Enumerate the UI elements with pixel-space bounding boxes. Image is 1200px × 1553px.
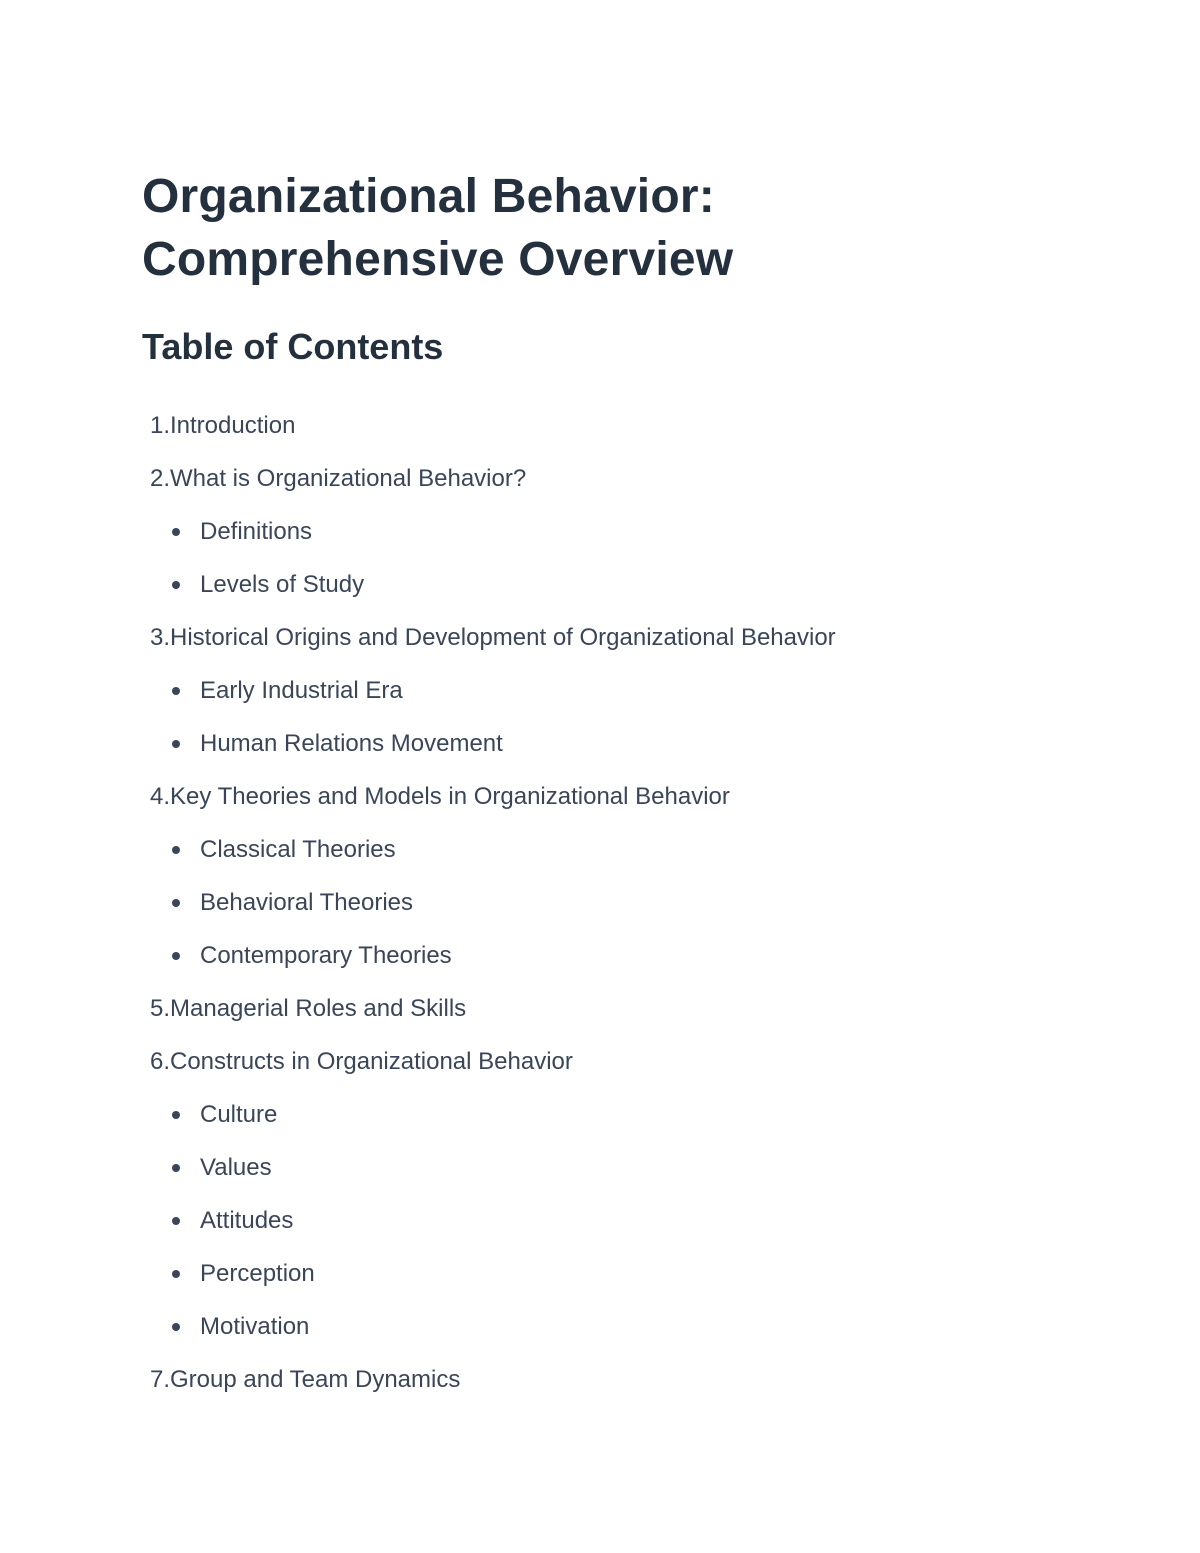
toc-subsection-label: Human Relations Movement [200, 729, 503, 757]
toc-section-item [142, 1035, 1102, 1088]
toc-section-number: 3. [149, 623, 170, 651]
toc-subsection-label: Classical Theories [200, 835, 396, 863]
bullet-icon [172, 1164, 180, 1172]
toc-subsection-label: Perception [200, 1259, 315, 1287]
bullet-icon [172, 846, 180, 854]
toc-section-label: Constructs in Organizational Behavior [170, 1047, 573, 1075]
toc-heading: Table of Contents [142, 326, 444, 367]
bullet-icon [172, 740, 180, 748]
toc-section-label: What is Organizational Behavior? [170, 464, 527, 492]
toc-section-number: 5. [149, 994, 170, 1022]
toc-subsection-label: Culture [200, 1100, 278, 1128]
toc-section-number: 6. [149, 1047, 170, 1075]
toc-subsection-item [142, 1300, 1102, 1353]
toc-section-item [142, 452, 1102, 505]
toc-subsection-item [142, 717, 1102, 770]
toc-section-label: Managerial Roles and Skills [170, 994, 467, 1022]
toc-section-item [142, 770, 1102, 823]
bullet-icon [172, 687, 180, 695]
toc-subsection-item [142, 558, 1102, 611]
document-title [142, 165, 1102, 291]
bullet-icon [172, 581, 180, 589]
bullet-icon [172, 528, 180, 536]
bullet-icon [172, 899, 180, 907]
toc-section-number: 7. [149, 1365, 170, 1393]
toc-subsection-item [142, 1088, 1102, 1141]
toc-subsection-item [142, 505, 1102, 558]
toc-subsection-label: Values [200, 1153, 272, 1181]
toc-subsection-label: Early Industrial Era [200, 676, 403, 704]
toc-section-item [142, 1353, 1102, 1406]
bullet-icon [172, 952, 180, 960]
toc-section-item [142, 399, 1102, 452]
toc-section-number: 1. [149, 411, 170, 439]
toc-subsection-item [142, 929, 1102, 982]
toc-section-label: Key Theories and Models in Organizational Behavior [170, 782, 730, 810]
toc-subsection-item [142, 823, 1102, 876]
bullet-icon [172, 1270, 180, 1278]
bullet-icon [172, 1217, 180, 1225]
toc-section-label: Historical Origins and Development of Organizational Behavior [170, 623, 836, 651]
toc-section-number: 2. [149, 464, 170, 492]
document-title-line-2: Comprehensive Overview [142, 233, 734, 286]
toc-section-label: Group and Team Dynamics [170, 1365, 461, 1393]
toc-section-item [142, 982, 1102, 1035]
bullet-icon [172, 1111, 180, 1119]
toc-subsection-item [142, 664, 1102, 717]
document-page [142, 165, 1102, 1406]
toc-subsection-label: Levels of Study [200, 570, 365, 598]
toc-section-label: Introduction [170, 411, 296, 439]
document-title-line-1: Organizational Behavior: [142, 170, 715, 223]
toc-subsection-label: Motivation [200, 1312, 310, 1340]
toc-subsection-item [142, 876, 1102, 929]
toc-subsection-label: Behavioral Theories [200, 888, 414, 916]
toc-subsection-item [142, 1194, 1102, 1247]
toc-subsection-label: Definitions [200, 517, 313, 545]
toc-subsection-item [142, 1141, 1102, 1194]
table-of-contents [142, 399, 1102, 1406]
bullet-icon [172, 1323, 180, 1331]
toc-section-item [142, 611, 1102, 664]
toc-subsection-item [142, 1247, 1102, 1300]
toc-subsection-label: Attitudes [200, 1206, 294, 1234]
toc-section-number: 4. [149, 782, 170, 810]
toc-subsection-label: Contemporary Theories [200, 941, 452, 969]
